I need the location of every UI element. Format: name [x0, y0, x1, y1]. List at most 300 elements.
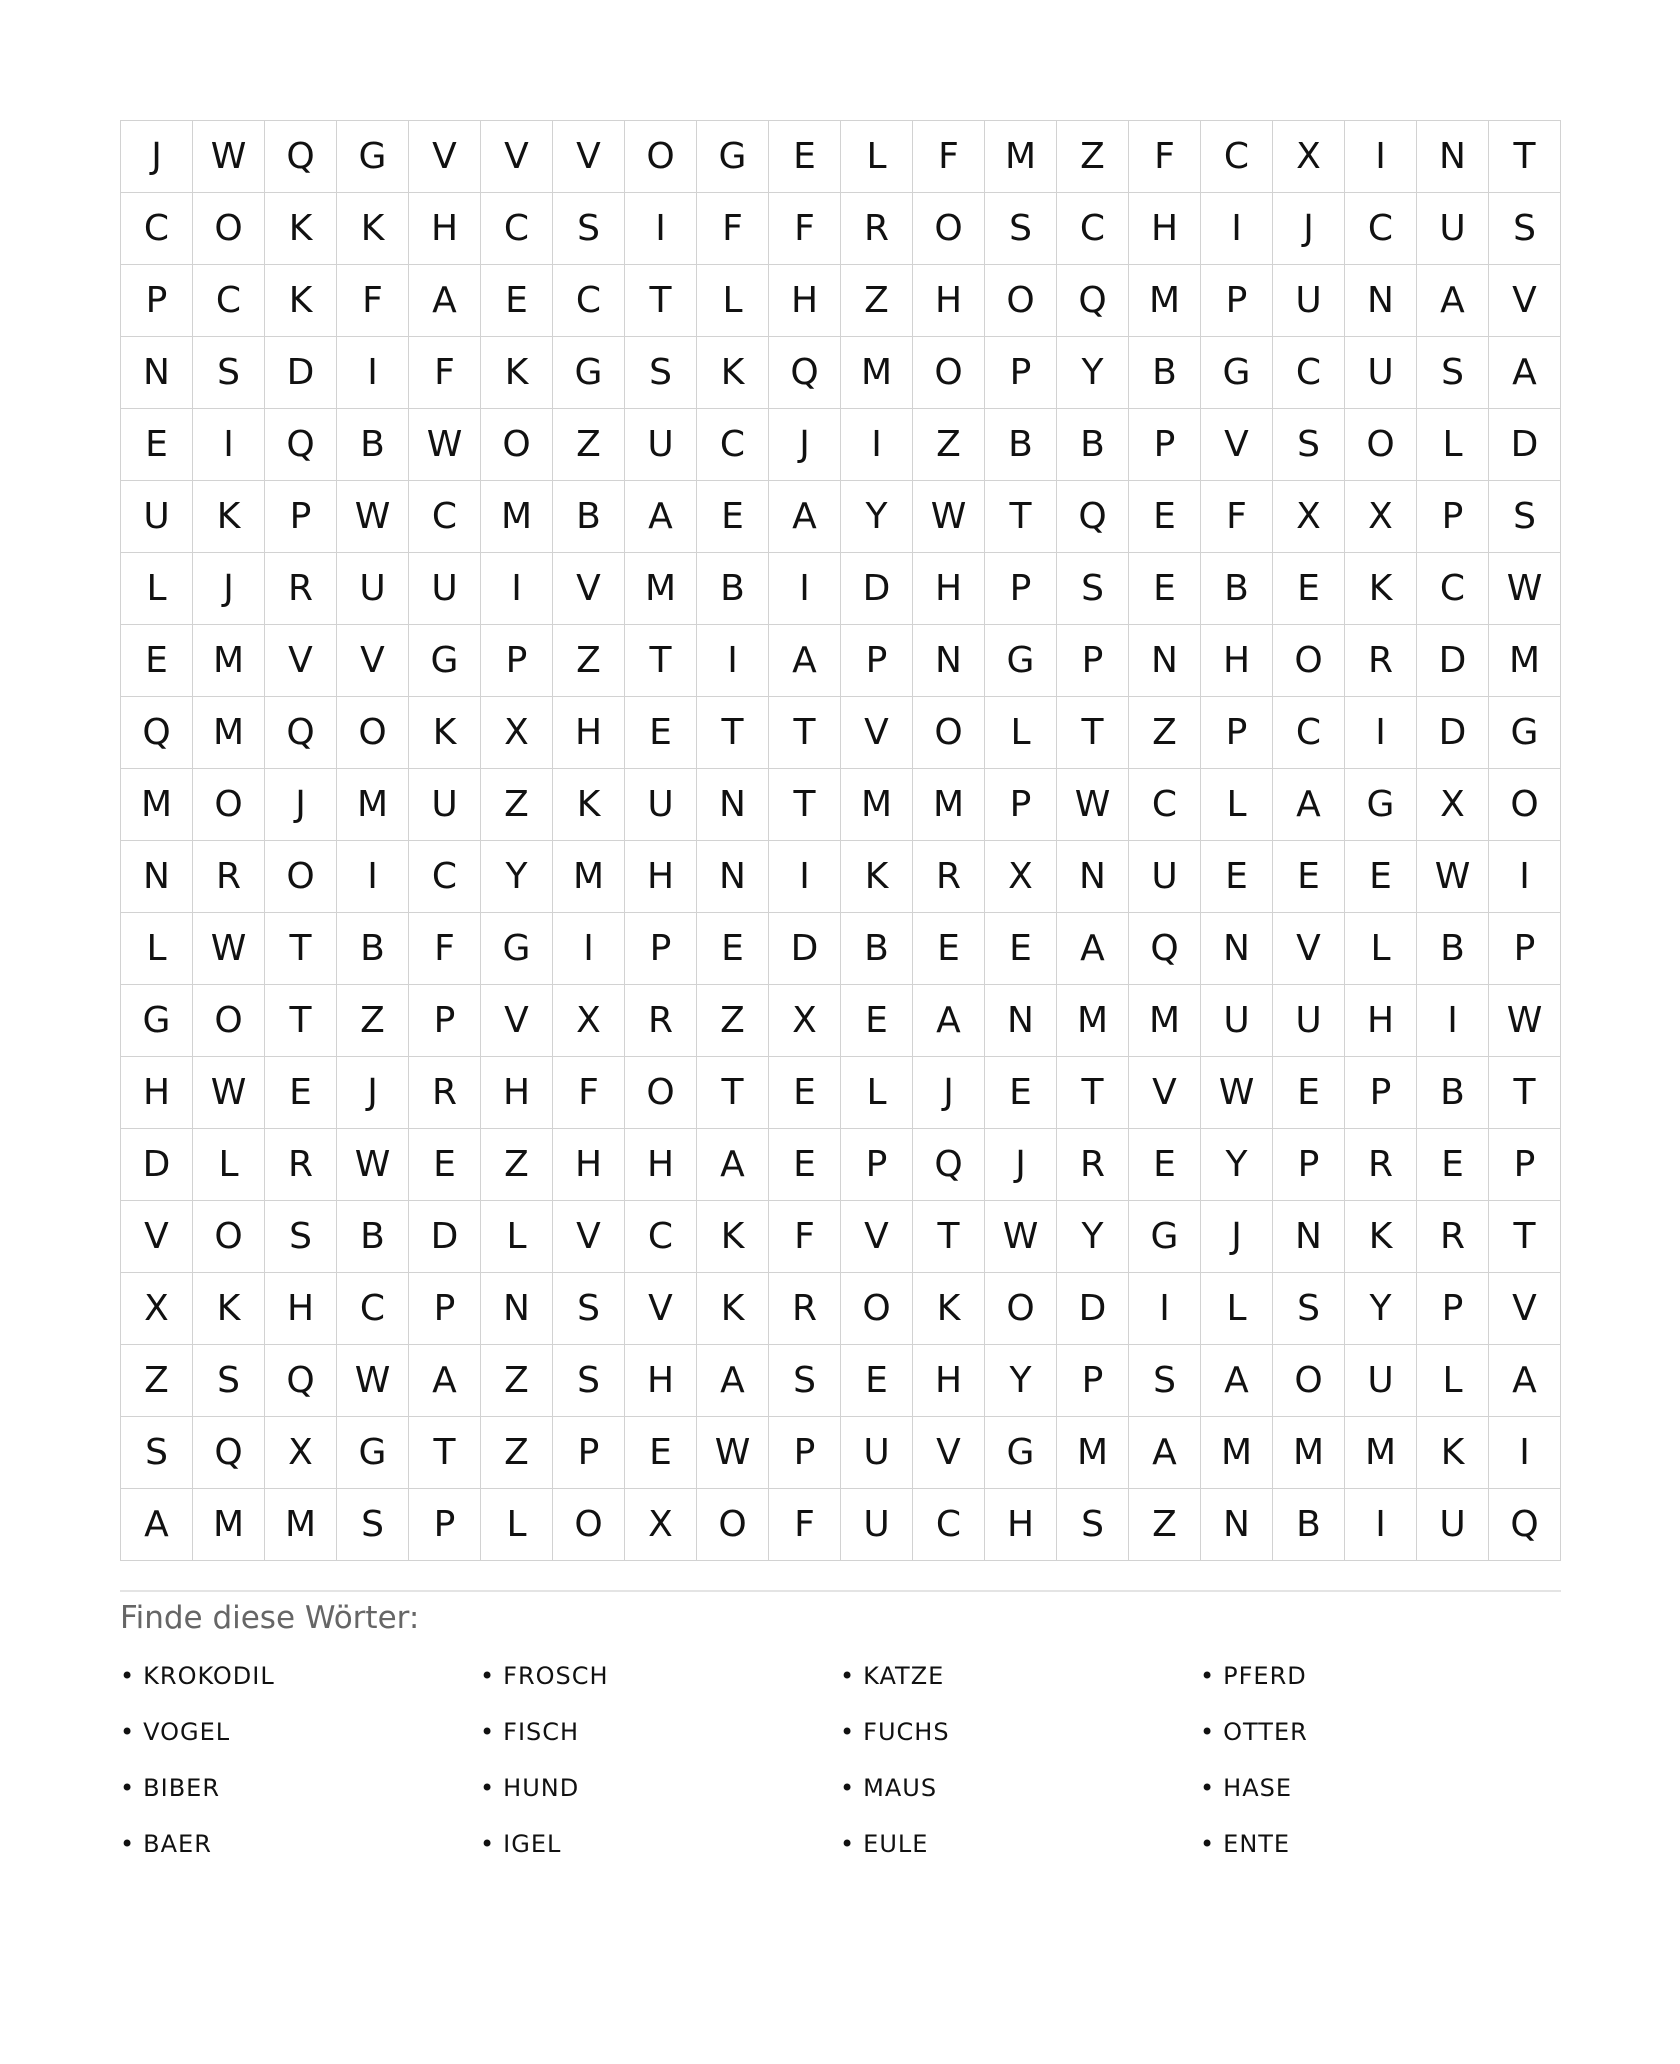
- grid-cell[interactable]: B: [1273, 1489, 1345, 1561]
- grid-cell[interactable]: F: [913, 121, 985, 193]
- grid-cell[interactable]: H: [1201, 625, 1273, 697]
- grid-cell[interactable]: P: [841, 1129, 913, 1201]
- grid-cell[interactable]: D: [1417, 625, 1489, 697]
- grid-cell[interactable]: O: [985, 1273, 1057, 1345]
- grid-cell[interactable]: R: [1057, 1129, 1129, 1201]
- grid-cell[interactable]: A: [1489, 337, 1561, 409]
- grid-cell[interactable]: L: [121, 553, 193, 625]
- grid-cell[interactable]: N: [1129, 625, 1201, 697]
- grid-cell[interactable]: O: [193, 985, 265, 1057]
- grid-cell[interactable]: W: [193, 1057, 265, 1129]
- grid-cell[interactable]: U: [625, 409, 697, 481]
- grid-cell[interactable]: S: [1489, 193, 1561, 265]
- grid-cell[interactable]: Z: [121, 1345, 193, 1417]
- grid-cell[interactable]: T: [913, 1201, 985, 1273]
- grid-cell[interactable]: O: [265, 841, 337, 913]
- grid-cell[interactable]: V: [409, 121, 481, 193]
- grid-cell[interactable]: I: [841, 409, 913, 481]
- grid-cell[interactable]: H: [1345, 985, 1417, 1057]
- grid-cell[interactable]: S: [337, 1489, 409, 1561]
- grid-cell[interactable]: K: [265, 265, 337, 337]
- grid-cell[interactable]: V: [1489, 1273, 1561, 1345]
- grid-cell[interactable]: A: [625, 481, 697, 553]
- grid-cell[interactable]: X: [481, 697, 553, 769]
- grid-cell[interactable]: Q: [1129, 913, 1201, 985]
- grid-cell[interactable]: I: [1345, 697, 1417, 769]
- grid-cell[interactable]: B: [841, 913, 913, 985]
- grid-cell[interactable]: I: [1489, 841, 1561, 913]
- grid-cell[interactable]: O: [625, 1057, 697, 1129]
- grid-cell[interactable]: T: [1057, 697, 1129, 769]
- grid-cell[interactable]: O: [193, 193, 265, 265]
- grid-cell[interactable]: U: [121, 481, 193, 553]
- grid-cell[interactable]: D: [409, 1201, 481, 1273]
- grid-cell[interactable]: P: [409, 1489, 481, 1561]
- grid-cell[interactable]: P: [1417, 1273, 1489, 1345]
- grid-cell[interactable]: C: [337, 1273, 409, 1345]
- grid-cell[interactable]: J: [985, 1129, 1057, 1201]
- grid-cell[interactable]: G: [985, 625, 1057, 697]
- grid-cell[interactable]: E: [985, 1057, 1057, 1129]
- grid-cell[interactable]: A: [1201, 1345, 1273, 1417]
- grid-cell[interactable]: V: [337, 625, 409, 697]
- grid-cell[interactable]: N: [697, 769, 769, 841]
- grid-cell[interactable]: X: [985, 841, 1057, 913]
- grid-cell[interactable]: L: [841, 121, 913, 193]
- grid-cell[interactable]: V: [841, 697, 913, 769]
- grid-cell[interactable]: N: [985, 985, 1057, 1057]
- grid-cell[interactable]: I: [769, 553, 841, 625]
- grid-cell[interactable]: M: [1129, 265, 1201, 337]
- grid-cell[interactable]: E: [121, 409, 193, 481]
- grid-cell[interactable]: S: [1273, 409, 1345, 481]
- grid-cell[interactable]: I: [553, 913, 625, 985]
- grid-cell[interactable]: E: [913, 913, 985, 985]
- grid-cell[interactable]: G: [985, 1417, 1057, 1489]
- grid-cell[interactable]: L: [481, 1201, 553, 1273]
- grid-cell[interactable]: S: [121, 1417, 193, 1489]
- grid-cell[interactable]: V: [121, 1201, 193, 1273]
- grid-cell[interactable]: D: [841, 553, 913, 625]
- grid-cell[interactable]: E: [481, 265, 553, 337]
- grid-cell[interactable]: E: [769, 1129, 841, 1201]
- grid-cell[interactable]: B: [337, 913, 409, 985]
- grid-cell[interactable]: Y: [841, 481, 913, 553]
- grid-cell[interactable]: O: [625, 121, 697, 193]
- grid-cell[interactable]: M: [1345, 1417, 1417, 1489]
- grid-cell[interactable]: H: [625, 1345, 697, 1417]
- grid-cell[interactable]: Q: [913, 1129, 985, 1201]
- grid-cell[interactable]: W: [193, 913, 265, 985]
- grid-cell[interactable]: U: [409, 553, 481, 625]
- grid-cell[interactable]: A: [409, 1345, 481, 1417]
- grid-cell[interactable]: C: [409, 841, 481, 913]
- grid-cell[interactable]: I: [1489, 1417, 1561, 1489]
- grid-cell[interactable]: P: [409, 1273, 481, 1345]
- grid-cell[interactable]: Z: [1129, 697, 1201, 769]
- grid-cell[interactable]: Z: [553, 625, 625, 697]
- grid-cell[interactable]: S: [1057, 553, 1129, 625]
- grid-cell[interactable]: F: [769, 193, 841, 265]
- grid-cell[interactable]: Y: [1057, 337, 1129, 409]
- grid-cell[interactable]: M: [121, 769, 193, 841]
- grid-cell[interactable]: S: [553, 1273, 625, 1345]
- grid-cell[interactable]: Y: [481, 841, 553, 913]
- grid-cell[interactable]: V: [553, 121, 625, 193]
- grid-cell[interactable]: M: [1057, 1417, 1129, 1489]
- grid-cell[interactable]: W: [913, 481, 985, 553]
- grid-cell[interactable]: A: [1273, 769, 1345, 841]
- grid-cell[interactable]: T: [1489, 1057, 1561, 1129]
- grid-cell[interactable]: S: [1417, 337, 1489, 409]
- grid-cell[interactable]: D: [1417, 697, 1489, 769]
- grid-cell[interactable]: V: [553, 553, 625, 625]
- grid-cell[interactable]: B: [1057, 409, 1129, 481]
- grid-cell[interactable]: G: [1489, 697, 1561, 769]
- grid-cell[interactable]: I: [1345, 121, 1417, 193]
- grid-cell[interactable]: K: [481, 337, 553, 409]
- grid-cell[interactable]: T: [625, 625, 697, 697]
- grid-cell[interactable]: B: [697, 553, 769, 625]
- grid-cell[interactable]: M: [193, 697, 265, 769]
- grid-cell[interactable]: I: [337, 841, 409, 913]
- grid-cell[interactable]: W: [1489, 985, 1561, 1057]
- grid-cell[interactable]: G: [121, 985, 193, 1057]
- grid-cell[interactable]: L: [1201, 1273, 1273, 1345]
- grid-cell[interactable]: K: [1417, 1417, 1489, 1489]
- grid-cell[interactable]: U: [1345, 337, 1417, 409]
- grid-cell[interactable]: Z: [841, 265, 913, 337]
- grid-cell[interactable]: F: [553, 1057, 625, 1129]
- grid-cell[interactable]: M: [1129, 985, 1201, 1057]
- grid-cell[interactable]: G: [1345, 769, 1417, 841]
- grid-cell[interactable]: P: [1201, 265, 1273, 337]
- grid-cell[interactable]: H: [913, 265, 985, 337]
- grid-cell[interactable]: L: [1417, 1345, 1489, 1417]
- grid-cell[interactable]: F: [697, 193, 769, 265]
- grid-cell[interactable]: E: [625, 697, 697, 769]
- grid-cell[interactable]: X: [625, 1489, 697, 1561]
- grid-cell[interactable]: R: [265, 1129, 337, 1201]
- grid-cell[interactable]: S: [625, 337, 697, 409]
- grid-cell[interactable]: W: [1057, 769, 1129, 841]
- grid-cell[interactable]: F: [409, 337, 481, 409]
- grid-cell[interactable]: N: [121, 841, 193, 913]
- grid-cell[interactable]: E: [769, 121, 841, 193]
- grid-cell[interactable]: Q: [265, 1345, 337, 1417]
- grid-cell[interactable]: S: [1489, 481, 1561, 553]
- grid-cell[interactable]: O: [337, 697, 409, 769]
- grid-cell[interactable]: K: [193, 481, 265, 553]
- grid-cell[interactable]: P: [985, 769, 1057, 841]
- grid-cell[interactable]: X: [769, 985, 841, 1057]
- grid-cell[interactable]: T: [265, 985, 337, 1057]
- grid-cell[interactable]: E: [841, 1345, 913, 1417]
- grid-cell[interactable]: M: [1489, 625, 1561, 697]
- grid-cell[interactable]: M: [625, 553, 697, 625]
- grid-cell[interactable]: X: [1273, 121, 1345, 193]
- grid-cell[interactable]: M: [553, 841, 625, 913]
- grid-cell[interactable]: A: [1489, 1345, 1561, 1417]
- grid-cell[interactable]: O: [1345, 409, 1417, 481]
- grid-cell[interactable]: E: [1129, 553, 1201, 625]
- grid-cell[interactable]: U: [1129, 841, 1201, 913]
- grid-cell[interactable]: W: [1417, 841, 1489, 913]
- grid-cell[interactable]: B: [337, 1201, 409, 1273]
- grid-cell[interactable]: P: [481, 625, 553, 697]
- grid-cell[interactable]: A: [1417, 265, 1489, 337]
- grid-cell[interactable]: H: [553, 697, 625, 769]
- grid-cell[interactable]: I: [1345, 1489, 1417, 1561]
- grid-cell[interactable]: Q: [769, 337, 841, 409]
- grid-cell[interactable]: P: [1273, 1129, 1345, 1201]
- grid-cell[interactable]: G: [1129, 1201, 1201, 1273]
- grid-cell[interactable]: W: [193, 121, 265, 193]
- grid-cell[interactable]: Z: [481, 1345, 553, 1417]
- grid-cell[interactable]: P: [1345, 1057, 1417, 1129]
- grid-cell[interactable]: T: [697, 697, 769, 769]
- grid-cell[interactable]: X: [1417, 769, 1489, 841]
- grid-cell[interactable]: G: [553, 337, 625, 409]
- grid-cell[interactable]: C: [1417, 553, 1489, 625]
- grid-cell[interactable]: Q: [1489, 1489, 1561, 1561]
- grid-cell[interactable]: Z: [1129, 1489, 1201, 1561]
- grid-cell[interactable]: D: [265, 337, 337, 409]
- grid-cell[interactable]: D: [121, 1129, 193, 1201]
- grid-cell[interactable]: W: [1201, 1057, 1273, 1129]
- grid-cell[interactable]: W: [337, 1345, 409, 1417]
- grid-cell[interactable]: B: [985, 409, 1057, 481]
- grid-cell[interactable]: S: [265, 1201, 337, 1273]
- grid-cell[interactable]: A: [913, 985, 985, 1057]
- grid-cell[interactable]: U: [337, 553, 409, 625]
- grid-cell[interactable]: P: [1057, 625, 1129, 697]
- grid-cell[interactable]: L: [697, 265, 769, 337]
- grid-cell[interactable]: I: [769, 841, 841, 913]
- grid-cell[interactable]: I: [337, 337, 409, 409]
- grid-cell[interactable]: R: [1417, 1201, 1489, 1273]
- grid-cell[interactable]: I: [1417, 985, 1489, 1057]
- grid-cell[interactable]: P: [769, 1417, 841, 1489]
- grid-cell[interactable]: Y: [1057, 1201, 1129, 1273]
- grid-cell[interactable]: C: [121, 193, 193, 265]
- grid-cell[interactable]: S: [1273, 1273, 1345, 1345]
- grid-cell[interactable]: Z: [913, 409, 985, 481]
- grid-cell[interactable]: O: [1273, 625, 1345, 697]
- grid-cell[interactable]: C: [1129, 769, 1201, 841]
- grid-cell[interactable]: F: [769, 1201, 841, 1273]
- grid-cell[interactable]: I: [1129, 1273, 1201, 1345]
- grid-cell[interactable]: S: [1057, 1489, 1129, 1561]
- grid-cell[interactable]: U: [841, 1417, 913, 1489]
- grid-cell[interactable]: T: [1057, 1057, 1129, 1129]
- grid-cell[interactable]: T: [1489, 1201, 1561, 1273]
- grid-cell[interactable]: U: [1273, 985, 1345, 1057]
- grid-cell[interactable]: K: [193, 1273, 265, 1345]
- grid-cell[interactable]: O: [697, 1489, 769, 1561]
- grid-cell[interactable]: W: [409, 409, 481, 481]
- grid-cell[interactable]: V: [1489, 265, 1561, 337]
- grid-cell[interactable]: P: [625, 913, 697, 985]
- grid-cell[interactable]: M: [1273, 1417, 1345, 1489]
- grid-cell[interactable]: E: [697, 481, 769, 553]
- grid-cell[interactable]: E: [409, 1129, 481, 1201]
- grid-cell[interactable]: V: [625, 1273, 697, 1345]
- grid-cell[interactable]: Q: [193, 1417, 265, 1489]
- grid-cell[interactable]: C: [553, 265, 625, 337]
- grid-cell[interactable]: A: [1057, 913, 1129, 985]
- grid-cell[interactable]: T: [265, 913, 337, 985]
- grid-cell[interactable]: J: [121, 121, 193, 193]
- grid-cell[interactable]: C: [625, 1201, 697, 1273]
- grid-cell[interactable]: H: [121, 1057, 193, 1129]
- grid-cell[interactable]: M: [265, 1489, 337, 1561]
- grid-cell[interactable]: E: [121, 625, 193, 697]
- grid-cell[interactable]: V: [265, 625, 337, 697]
- grid-cell[interactable]: D: [1057, 1273, 1129, 1345]
- grid-cell[interactable]: K: [697, 337, 769, 409]
- grid-cell[interactable]: T: [625, 265, 697, 337]
- grid-cell[interactable]: P: [1489, 913, 1561, 985]
- grid-cell[interactable]: M: [193, 625, 265, 697]
- grid-cell[interactable]: C: [1273, 697, 1345, 769]
- grid-cell[interactable]: W: [697, 1417, 769, 1489]
- grid-cell[interactable]: H: [1129, 193, 1201, 265]
- grid-cell[interactable]: P: [1057, 1345, 1129, 1417]
- grid-cell[interactable]: U: [1201, 985, 1273, 1057]
- grid-cell[interactable]: U: [1273, 265, 1345, 337]
- grid-cell[interactable]: E: [1201, 841, 1273, 913]
- grid-cell[interactable]: V: [481, 121, 553, 193]
- grid-cell[interactable]: I: [1201, 193, 1273, 265]
- grid-cell[interactable]: E: [841, 985, 913, 1057]
- grid-cell[interactable]: F: [769, 1489, 841, 1561]
- grid-cell[interactable]: Y: [985, 1345, 1057, 1417]
- grid-cell[interactable]: O: [193, 769, 265, 841]
- grid-cell[interactable]: J: [769, 409, 841, 481]
- grid-cell[interactable]: C: [481, 193, 553, 265]
- grid-cell[interactable]: G: [409, 625, 481, 697]
- grid-cell[interactable]: T: [697, 1057, 769, 1129]
- grid-cell[interactable]: T: [769, 769, 841, 841]
- grid-cell[interactable]: I: [481, 553, 553, 625]
- grid-cell[interactable]: F: [409, 913, 481, 985]
- grid-cell[interactable]: T: [1489, 121, 1561, 193]
- grid-cell[interactable]: P: [553, 1417, 625, 1489]
- grid-cell[interactable]: Y: [1201, 1129, 1273, 1201]
- grid-cell[interactable]: H: [625, 841, 697, 913]
- grid-cell[interactable]: K: [697, 1201, 769, 1273]
- grid-cell[interactable]: A: [1129, 1417, 1201, 1489]
- grid-cell[interactable]: U: [625, 769, 697, 841]
- grid-cell[interactable]: M: [1201, 1417, 1273, 1489]
- grid-cell[interactable]: B: [337, 409, 409, 481]
- grid-cell[interactable]: A: [697, 1129, 769, 1201]
- grid-cell[interactable]: U: [1345, 1345, 1417, 1417]
- grid-cell[interactable]: U: [1417, 1489, 1489, 1561]
- grid-cell[interactable]: V: [553, 1201, 625, 1273]
- grid-cell[interactable]: P: [1489, 1129, 1561, 1201]
- grid-cell[interactable]: F: [1201, 481, 1273, 553]
- grid-cell[interactable]: E: [625, 1417, 697, 1489]
- grid-cell[interactable]: X: [1345, 481, 1417, 553]
- grid-cell[interactable]: E: [769, 1057, 841, 1129]
- grid-cell[interactable]: K: [913, 1273, 985, 1345]
- grid-cell[interactable]: N: [697, 841, 769, 913]
- grid-cell[interactable]: J: [913, 1057, 985, 1129]
- grid-cell[interactable]: J: [337, 1057, 409, 1129]
- grid-cell[interactable]: R: [625, 985, 697, 1057]
- grid-cell[interactable]: P: [121, 265, 193, 337]
- grid-cell[interactable]: E: [265, 1057, 337, 1129]
- grid-cell[interactable]: T: [769, 697, 841, 769]
- grid-cell[interactable]: N: [481, 1273, 553, 1345]
- grid-cell[interactable]: U: [409, 769, 481, 841]
- grid-cell[interactable]: V: [841, 1201, 913, 1273]
- grid-cell[interactable]: O: [1273, 1345, 1345, 1417]
- grid-cell[interactable]: Z: [697, 985, 769, 1057]
- grid-cell[interactable]: V: [913, 1417, 985, 1489]
- grid-cell[interactable]: N: [1273, 1201, 1345, 1273]
- grid-cell[interactable]: P: [841, 625, 913, 697]
- grid-cell[interactable]: M: [337, 769, 409, 841]
- grid-cell[interactable]: R: [769, 1273, 841, 1345]
- grid-cell[interactable]: V: [1273, 913, 1345, 985]
- grid-cell[interactable]: V: [1129, 1057, 1201, 1129]
- grid-cell[interactable]: W: [337, 481, 409, 553]
- grid-cell[interactable]: E: [985, 913, 1057, 985]
- grid-cell[interactable]: S: [193, 337, 265, 409]
- grid-cell[interactable]: R: [1345, 1129, 1417, 1201]
- grid-cell[interactable]: B: [1129, 337, 1201, 409]
- grid-cell[interactable]: O: [985, 265, 1057, 337]
- grid-cell[interactable]: M: [841, 337, 913, 409]
- grid-cell[interactable]: C: [409, 481, 481, 553]
- grid-cell[interactable]: O: [913, 337, 985, 409]
- grid-cell[interactable]: M: [985, 121, 1057, 193]
- grid-cell[interactable]: U: [841, 1489, 913, 1561]
- grid-cell[interactable]: K: [841, 841, 913, 913]
- grid-cell[interactable]: K: [553, 769, 625, 841]
- grid-cell[interactable]: Q: [121, 697, 193, 769]
- grid-cell[interactable]: D: [1489, 409, 1561, 481]
- grid-cell[interactable]: N: [913, 625, 985, 697]
- grid-cell[interactable]: A: [769, 625, 841, 697]
- grid-cell[interactable]: I: [625, 193, 697, 265]
- grid-cell[interactable]: H: [769, 265, 841, 337]
- grid-cell[interactable]: G: [337, 1417, 409, 1489]
- grid-cell[interactable]: E: [1129, 1129, 1201, 1201]
- grid-cell[interactable]: O: [913, 697, 985, 769]
- grid-cell[interactable]: Q: [265, 409, 337, 481]
- grid-cell[interactable]: K: [409, 697, 481, 769]
- grid-cell[interactable]: T: [409, 1417, 481, 1489]
- grid-cell[interactable]: H: [913, 553, 985, 625]
- grid-cell[interactable]: X: [1273, 481, 1345, 553]
- grid-cell[interactable]: P: [1129, 409, 1201, 481]
- grid-cell[interactable]: H: [409, 193, 481, 265]
- grid-cell[interactable]: W: [1489, 553, 1561, 625]
- grid-cell[interactable]: O: [1489, 769, 1561, 841]
- grid-cell[interactable]: H: [625, 1129, 697, 1201]
- grid-cell[interactable]: C: [193, 265, 265, 337]
- grid-cell[interactable]: S: [985, 193, 1057, 265]
- grid-cell[interactable]: B: [553, 481, 625, 553]
- grid-cell[interactable]: L: [1417, 409, 1489, 481]
- grid-cell[interactable]: N: [1345, 265, 1417, 337]
- grid-cell[interactable]: P: [1417, 481, 1489, 553]
- grid-cell[interactable]: N: [1201, 913, 1273, 985]
